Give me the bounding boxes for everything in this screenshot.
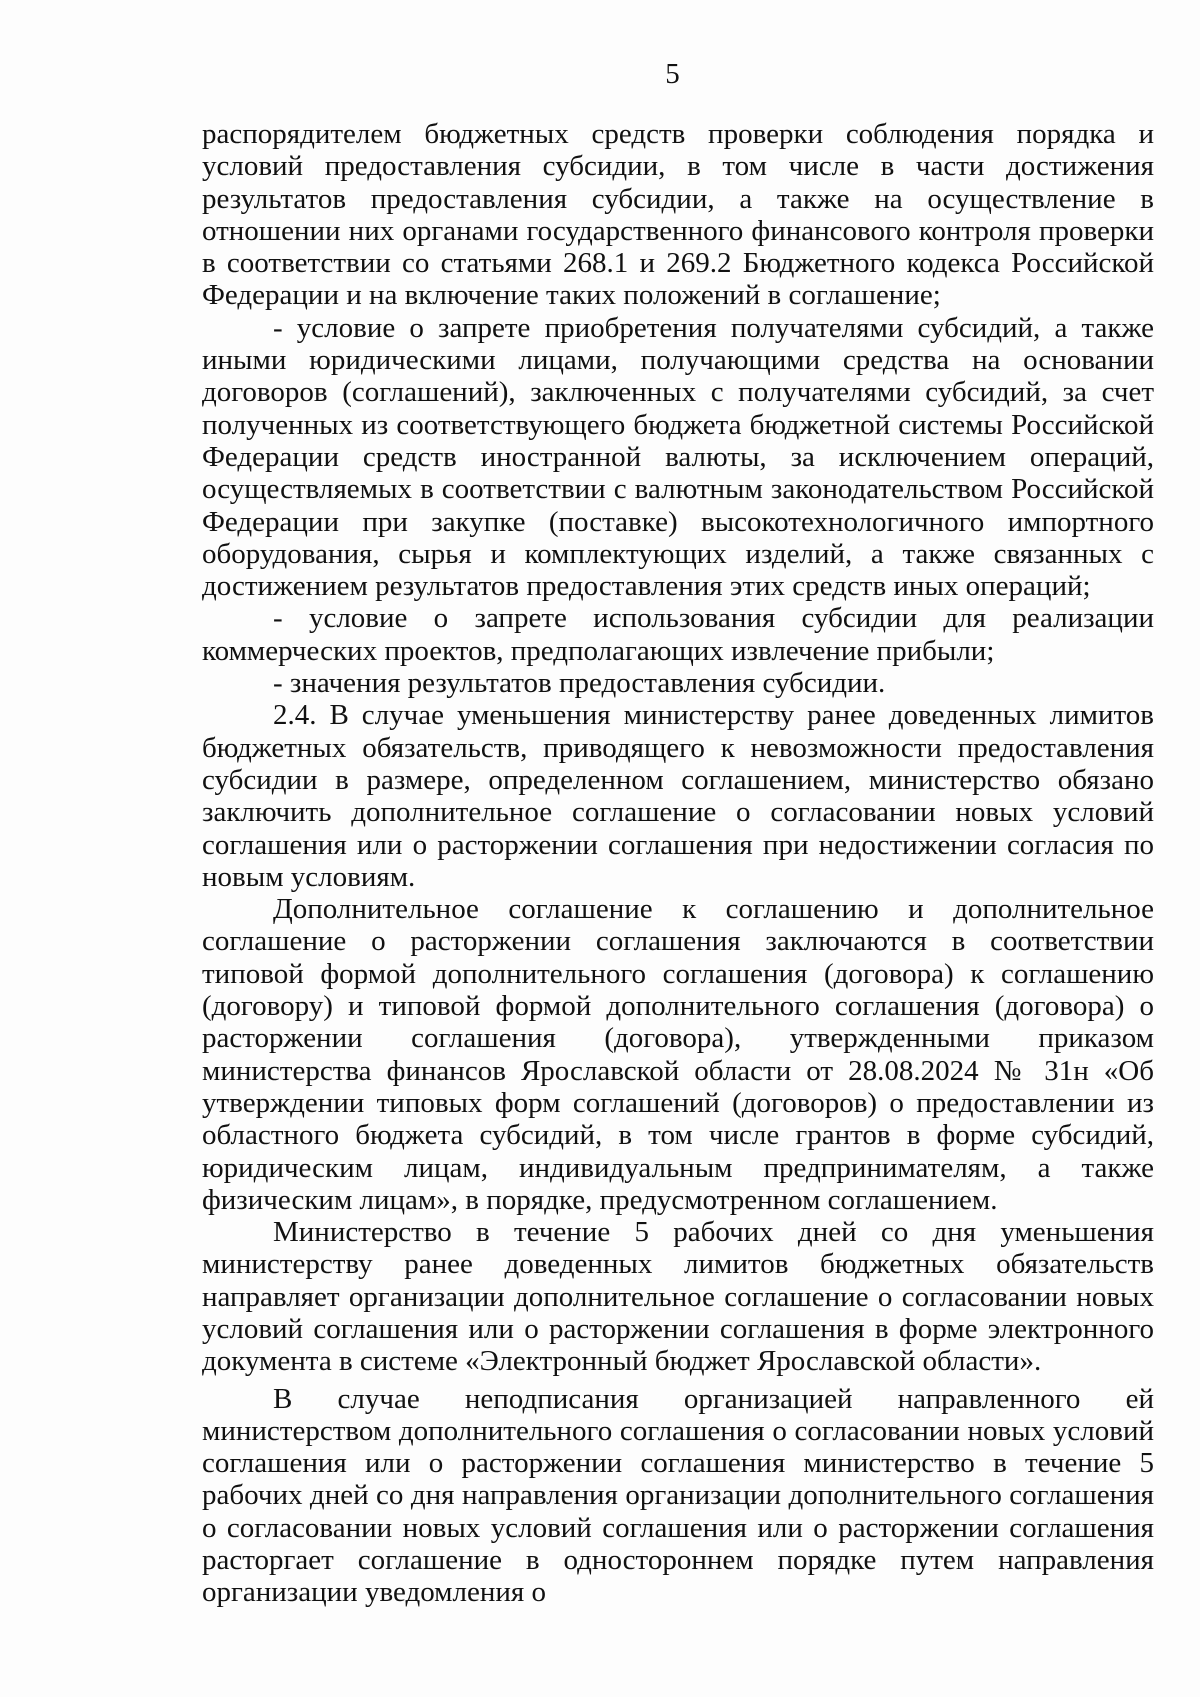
paragraph-condition-commercial: - условие о запрете использования субсидии для реализации коммерческих проектов, предполагающих извлечение прибыли; bbox=[202, 602, 1154, 667]
paragraph-ministry-notice: Министерство в течение 5 рабочих дней со дня уменьшения министерству ранее доведенных лимитов бюджетных обязательств направляет организации дополнительное соглашение о согласовании новых условий соглашения или о расторжении соглашения в форме электронного документа в системе «Электронный бюджет Ярославской области». bbox=[202, 1216, 1154, 1378]
document-body bbox=[202, 118, 1154, 1609]
paragraph-continuation: распорядителем бюджетных средств проверки соблюдения порядка и условий предоставления субсидии, в том числе в части достижения результатов предоставления субсидии, а также на осуществление в отношении них органами государственного финансового контроля проверки в соответствии со статьями 268.1 и 269.2 Бюджетного кодекса Российской Федерации и на включение таких положений в соглашение; bbox=[202, 118, 1154, 312]
paragraph-result-values: - значения результатов предоставления субсидии. bbox=[273, 667, 886, 700]
paragraph-unilateral-termination: В случае неподписания организацией направленного ей министерством дополнительного соглашения о согласовании новых условий соглашения или о расторжении соглашения министерство в течение 5 рабочих дней со дня направления организации дополнительного соглашения о согласовании новых условий соглашения или о расторжении соглашения расторгает соглашение в одностороннем порядке путем направления организации уведомления о bbox=[202, 1382, 1154, 1609]
paragraph-condition-currency: - условие о запрете приобретения получателями субсидий, а также иными юридическими лицами, получающими средства на основании договоров (соглашений), заключенных с получателями субсидий, за счет полученных из соответствующего бюджета бюджетной системы Российской Федерации средств иностранной валюты, за исключением операций, осуществляемых в соответствии с валютным законодательством Российской Федерации при закупке (поставке) высокотехнологичного импортного оборудования, сырья и комплектующих изделий, а также связанных с достижением результатов предоставления этих средств иных операций; bbox=[202, 311, 1154, 603]
paragraph-clause-2-4: 2.4. В случае уменьшения министерству ранее доведенных лимитов бюджетных обязательств, приводящего к невозможности предоставления субсидии в размере, определенном соглашением, министерство обязано заключить дополнительное соглашение о согласовании новых условий соглашения или о расторжении соглашения при недостижении согласия по новым условиям. bbox=[202, 699, 1154, 893]
page-number: 5 bbox=[665, 58, 680, 90]
paragraph-additional-agreement: Дополнительное соглашение к соглашению и дополнительное соглашение о расторжении соглашения заключаются в соответствии типовой формой дополнительного соглашения (договора) к соглашению (договору) и типовой формой дополнительного соглашения (договора) о расторжении соглашения (договора), утвержденными приказом министерства финансов Ярославской области от 28.08.2024 № 31н «Об утверждении типовых форм соглашений (договоров) о предоставлении из областного бюджета субсидий, в том числе грантов в форме субсидий, юридическим лицам, индивидуальным предпринимателям, а также физическим лицам», в порядке, предусмотренном соглашением. bbox=[202, 893, 1154, 1216]
